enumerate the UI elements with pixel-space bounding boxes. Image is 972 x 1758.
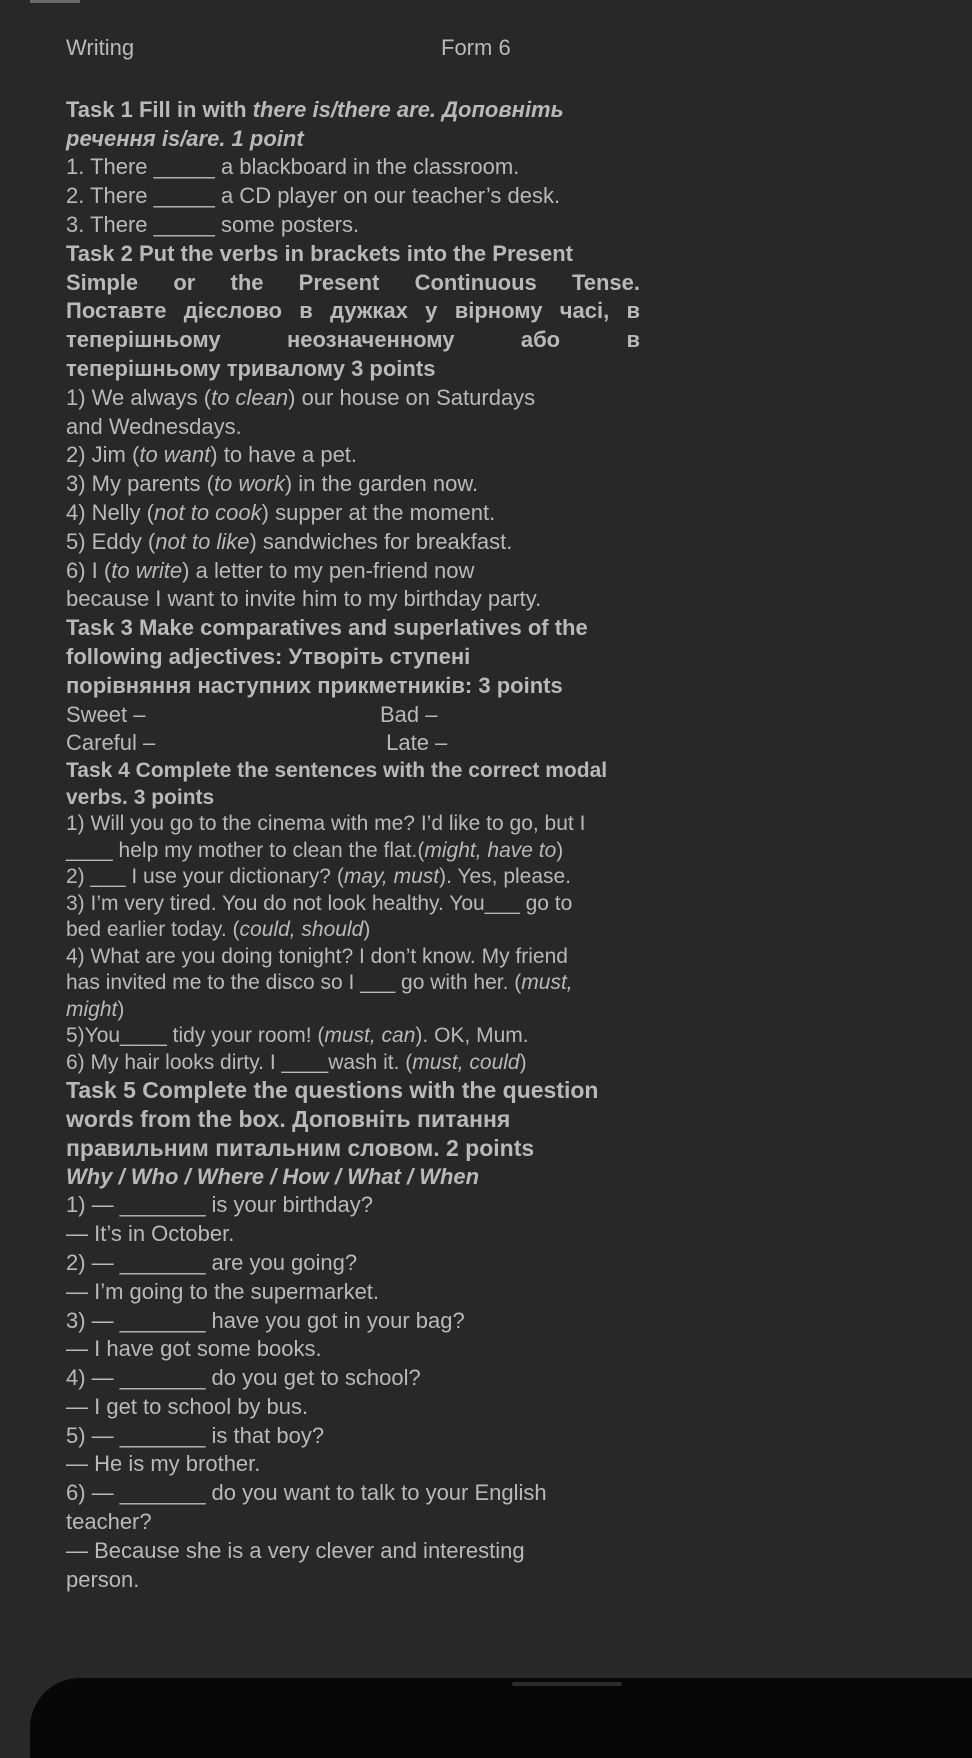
task-4-line: 1) Will you go to the cinema with me? I’d like to go, but I	[66, 812, 586, 836]
task-4-line: 3) I’m very tired. You do not look healthy. You___ go to	[66, 891, 573, 915]
corner-line	[30, 0, 80, 3]
task-5-line: — Because she is a very clever and interesting	[66, 1537, 525, 1563]
task-4-line: 6) My hair looks dirty. I ____wash it. (must, could)	[66, 1050, 527, 1074]
task-4	[66, 758, 640, 1076]
header-form: Form 6	[441, 35, 511, 60]
task-1	[66, 96, 640, 240]
task-4-line: has invited me to the disco so I ___ go with her. (must,	[66, 971, 573, 995]
task-3-row	[66, 701, 640, 730]
task-5-line: 5) — _______ is that boy?	[66, 1422, 325, 1448]
adjective-right: Late –	[380, 730, 448, 756]
task-2-item: 4) Nelly (not to cook) supper at the moment.	[66, 499, 496, 525]
task-5-line: 1) — _______ is your birthday?	[66, 1192, 373, 1218]
task-4-title: verbs. 3 points	[66, 785, 215, 809]
task-2-title: Поставте дієслово в дужках у вірному часі, в	[66, 298, 640, 324]
task-5-line: 2) — _______ are you going?	[66, 1249, 358, 1275]
task-2-item: 5) Eddy (not to like) sandwiches for breakfast.	[66, 528, 513, 554]
task-3	[66, 614, 640, 758]
task-2	[66, 240, 640, 614]
task-1-title-line-2: речення is/are. 1 point	[66, 125, 304, 151]
task-1-title: Task 1 Fill in with there is/there are. Доповніть	[66, 96, 564, 122]
task-5-line: — I have got some books.	[66, 1336, 322, 1362]
task-5-line: — He is my brother.	[66, 1451, 261, 1477]
task-5-line: — I’m going to the supermarket.	[66, 1278, 380, 1304]
task-4-line: ____ help my mother to clean the flat.(might, have to)	[66, 838, 564, 862]
worksheet	[66, 34, 640, 1594]
task-5-line: person.	[66, 1566, 140, 1592]
task-3-title: Task 3 Make comparatives and superlatives of the	[66, 615, 588, 641]
worksheet-header	[66, 34, 640, 63]
task-4-line: 2) ___ I use your dictionary? (may, must). Yes, please.	[66, 865, 572, 889]
task-2-item: because I want to invite him to my birthday party.	[66, 586, 542, 612]
task-2-title: Task 2 Put the verbs in brackets into the Present	[66, 240, 573, 266]
task-4-title: Task 4 Complete the sentences with the correct modal	[66, 759, 608, 783]
task-2-item: 3) My parents (to work) in the garden now.	[66, 471, 479, 497]
bottom-sheet[interactable]	[30, 1678, 972, 1758]
adjective-right: Bad –	[380, 701, 438, 727]
task-3-title: порівняння наступних прикметників: 3 points	[66, 672, 563, 698]
task-5-title: words from the box. Доповніть питання	[66, 1105, 511, 1132]
task-2-item: 2) Jim (to want) to have a pet.	[66, 442, 358, 468]
task-2-item: 6) I (to write) a letter to my pen-friend now	[66, 557, 475, 583]
task-5	[66, 1076, 640, 1594]
task-5-line: 4) — _______ do you get to school?	[66, 1365, 421, 1391]
task-5-title: Task 5 Complete the questions with the question	[66, 1077, 599, 1104]
task-5-line: 3) — _______ have you got in your bag?	[66, 1307, 465, 1333]
task-2-title: теперішньому неозначенному або в	[66, 327, 640, 353]
task-3-title: following adjectives: Утворіть ступені	[66, 643, 471, 669]
task-4-line: bed earlier today. (could, should)	[66, 918, 371, 942]
task-3-row	[66, 729, 640, 758]
task-4-line: 5)You____ tidy your room! (must, can). OK, Mum.	[66, 1024, 529, 1048]
task-4-line: might)	[66, 997, 125, 1021]
task-5-line: 6) — _______ do you want to talk to your English	[66, 1480, 547, 1506]
task-2-item: and Wednesdays.	[66, 413, 242, 439]
task-2-item: 1) We always (to clean) our house on Saturdays	[66, 384, 536, 410]
adjective-left: Sweet –	[66, 701, 146, 727]
task-5-line: teacher?	[66, 1509, 152, 1535]
task-5-line: — I get to school by bus.	[66, 1393, 309, 1419]
task-5-title: правильним питальним словом. 2 points	[66, 1134, 535, 1161]
task-2-title: теперішньому тривалому 3 points	[66, 355, 436, 381]
task-5-line: — It’s in October.	[66, 1221, 235, 1247]
task-4-line: 4) What are you doing tonight? I don’t know. My friend	[66, 944, 568, 968]
task-1-item: 2. There _____ a CD player on our teacher’s desk.	[66, 183, 561, 209]
task-2-title: Simple or the Present Continuous Tense.	[66, 269, 640, 295]
sheet-handle[interactable]	[512, 1682, 622, 1686]
question-words-box: Why / Who / Where / How / What / When	[66, 1163, 480, 1189]
task-1-item: 1. There _____ a blackboard in the classroom.	[66, 154, 520, 180]
adjective-left: Careful –	[66, 730, 156, 756]
header-subject: Writing	[66, 35, 135, 60]
task-1-item: 3. There _____ some posters.	[66, 211, 360, 237]
